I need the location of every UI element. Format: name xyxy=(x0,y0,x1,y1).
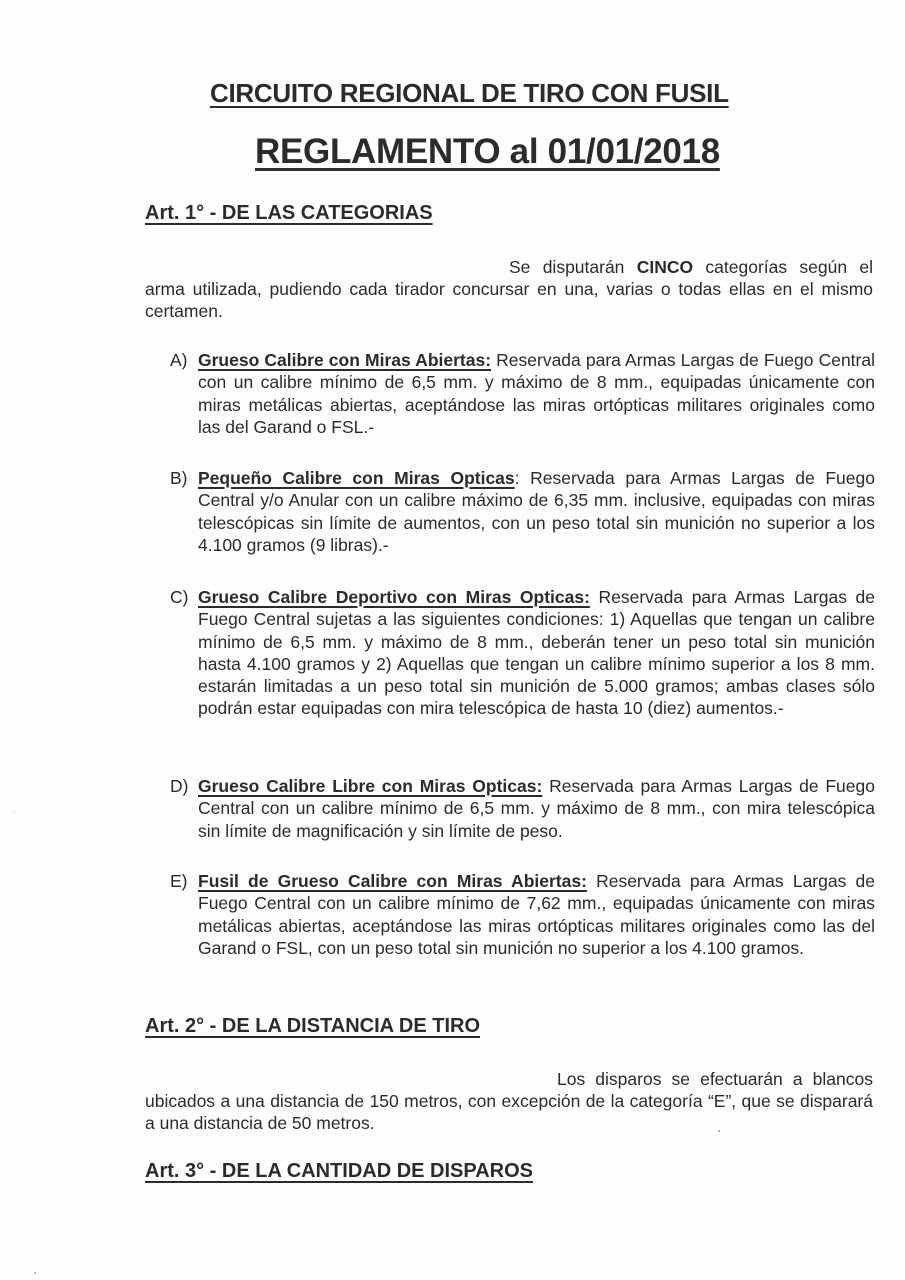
category-text: Reservada para Armas Largas de Fuego Central con un calibre mínimo de 7,62 mm., equipadas únicamente con miras metálicas abiertas, aceptándose las miras ortópticas militares originales como las del Garand o FSL, con un peso total sin munición no superior a los 4.100 gramos. xyxy=(198,871,875,958)
document-subtitle: REGLAMENTO al 01/01/2018 xyxy=(255,132,720,171)
category-letter: D) xyxy=(170,776,189,796)
category-letter: B) xyxy=(170,468,188,488)
scan-speck xyxy=(34,1272,36,1274)
article-1-intro xyxy=(145,256,873,322)
scan-speck xyxy=(718,1130,720,1132)
category-item-b xyxy=(170,467,875,556)
category-letter: A) xyxy=(170,350,188,370)
category-item-d xyxy=(170,775,875,842)
article-2-heading: Art. 2° - DE LA DISTANCIA DE TIRO xyxy=(145,1015,481,1037)
document-title: CIRCUITO REGIONAL DE TIRO CON FUSIL xyxy=(210,78,729,108)
category-text: Reservada para Armas Largas de Fuego Central sujetas a las siguientes condiciones: 1) Aquellas que tengan un calibre mínimo de 6,5 mm. y máximo de 8 mm., deberán tener un peso total sin munición hasta 4.100 gramos y 2) Aquellas que tengan un calibre mínimo superior a los 8 mm. estarán limitadas a un peso total sin munición de 5.000 gramos; ambas clases sólo podrán estar equipadas con mira telescópica de hasta 10 (diez) aumentos.- xyxy=(198,587,875,719)
category-letter: E) xyxy=(170,871,188,891)
category-text: : Reservada para Armas Largas de Fuego Central y/o Anular con un calibre máximo de 6,35 mm. inclusive, equipadas con miras telescópicas sin límite de aumentos, con un peso total sin munición no superior a los 4.100 gramos (9 libras).- xyxy=(198,468,875,555)
category-item-a xyxy=(170,349,875,438)
category-item-e xyxy=(170,870,875,959)
category-name: Fusil de Grueso Calibre con Miras Abiertas: xyxy=(198,871,587,891)
category-item-c xyxy=(170,586,875,720)
intro-bold: CINCO xyxy=(636,257,694,277)
intro-pre: Se disputarán xyxy=(509,257,637,277)
category-name: Grueso Calibre con Miras Abiertas: xyxy=(198,350,492,370)
article-1-heading: Art. 1° - DE LAS CATEGORIAS xyxy=(145,202,433,224)
article-2-body: Los disparos se efectuarán a blancos ubicados a una distancia de 150 metros, con excepción de la categoría “E”, que se disparará a una distancia de 50 metros. xyxy=(145,1069,873,1133)
category-letter: C) xyxy=(170,587,189,607)
article-3-heading: Art. 3° - DE LA CANTIDAD DE DISPAROS xyxy=(145,1160,534,1182)
category-name: Grueso Calibre Libre con Miras Opticas: xyxy=(198,776,543,796)
category-text: Reservada para Armas Largas de Fuego Central con un calibre mínimo de 6,5 mm. y máximo de 8 mm., equipadas únicamente con miras metálicas abiertas, aceptándose las miras ortópticas militares originales como las del Garand o FSL.- xyxy=(198,350,875,437)
intro-post: categorías según el arma utilizada, pudiendo cada tirador concursar en una, varias o todas ellas en el mismo certamen. xyxy=(145,257,873,321)
article-2-text xyxy=(145,1068,873,1134)
scan-speck xyxy=(14,812,15,813)
category-text: Reservada para Armas Largas de Fuego Central con un calibre mínimo de 6,5 mm. y máximo de 8 mm., con mira telescópica sin límite de magnificación y sin límite de peso. xyxy=(198,776,875,841)
category-name: Grueso Calibre Deportivo con Miras Opticas: xyxy=(198,587,590,607)
category-name: Pequeño Calibre con Miras Opticas xyxy=(198,468,515,488)
